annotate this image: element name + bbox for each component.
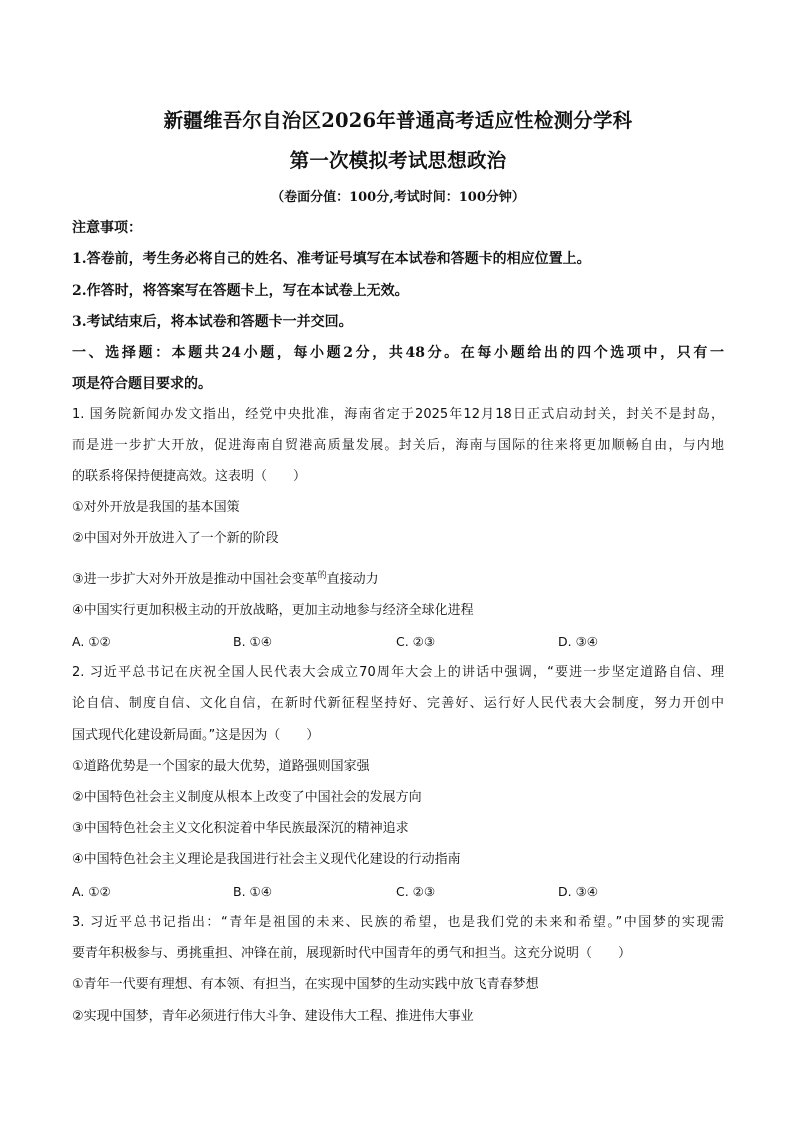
q1-statement-3-tail: 直接动力 (326, 572, 379, 587)
q2-option-c: C. ②③ (396, 884, 436, 899)
q1-statement-1: ①对外开放是我国的基本国策 (72, 500, 240, 515)
note-item-1: 1.答卷前，考生务必将自己的姓名、准考证号填写在本试卷和答题卡的相应位置上。 (72, 251, 591, 267)
q2-option-d: D. ③④ (558, 884, 598, 899)
q2-option-a: A. ①② (72, 884, 111, 899)
exam-title-line2: 第一次模拟考试思想政治 (289, 149, 507, 172)
q2-stem-line3: 国式现代化建设新局面。”这是因为（ ） (72, 728, 320, 743)
exam-title-line1: 新疆维吾尔自治区2026年普通高考适应性检测分学科 (163, 109, 633, 132)
q1-option-b: B. ①④ (233, 634, 272, 649)
q1-option-d: D. ③④ (558, 634, 598, 649)
q1-statement-3 (72, 567, 379, 589)
section-heading-line2: 项是符合题目要求的。 (72, 376, 212, 392)
q3-stem-line2: 要青年积极参与、勇挑重担、冲锋在前，展现新时代中国青年的勇气和担当。这充分说明（ ） (72, 946, 632, 961)
q2-statement-2: ②中国特色社会主义制度从根本上改变了中国社会的发展方向 (72, 790, 422, 805)
q3-stem-line1: 3. 习近平总书记指出：“青年是祖国的未来、民族的希望，也是我们党的未来和希望。”中国梦的实现需 (72, 915, 724, 930)
q1-option-a: A. ①② (72, 634, 111, 649)
section-heading-line1: 一、选择题：本题共24小题，每小题2分，共48分。在每小题给出的四个选项中，只有一 (72, 345, 724, 361)
note-item-3: 3.考试结束后，将本试卷和答题卡一并交回。 (72, 314, 353, 330)
q2-statement-4: ④中国特色社会主义理论是我国进行社会主义现代化建设的行动指南 (72, 852, 461, 867)
q2-option-b: B. ①④ (233, 884, 272, 899)
q1-statement-3-text: ③进一步扩大对外开放是推动中国社会变革 (72, 572, 318, 587)
q2-statement-1: ①道路优势是一个国家的最大优势，道路强则国家强 (72, 759, 370, 774)
q2-statement-3: ③中国特色社会主义文化积淀着中华民族最深沉的精神追求 (72, 821, 409, 836)
q2-stem-line1: 2. 习近平总书记在庆祝全国人民代表大会成立70周年大会上的讲话中强调，“要进一步坚定道路自信、理 (72, 665, 724, 680)
q1-stem-line3: 的联系将保持便捷高效。这表明（ ） (72, 469, 307, 484)
q2-stem-line2: 论自信、制度自信、文化自信，在新时代新征程坚持好、完善好、运行好人民代表大会制度，努力开创中 (72, 696, 724, 711)
q1-stem-line1: 1. 国务院新闻办发文指出，经党中央批准，海南省定于2025年12月18日正式启动封关，封关不是封岛， (72, 407, 724, 422)
q3-statement-1: ①青年一代要有理想、有本领、有担当，在实现中国梦的生动实践中放飞青春梦想 (72, 977, 539, 992)
q1-stem-line2: 而是进一步扩大开放，促进海南自贸港高质量发展。封关后，海南与国际的往来将更加顺畅自由，与内地 (72, 438, 724, 453)
exam-meta: （卷面分值：100分,考试时间：100分钟） (271, 190, 525, 205)
q1-statement-4: ④中国实行更加积极主动的开放战略，更加主动地参与经济全球化进程 (72, 603, 474, 618)
q1-statement-3-mark: 的 (317, 571, 327, 581)
q3-statement-2: ②实现中国梦，青年必须进行伟大斗争、建设伟大工程、推进伟大事业 (72, 1009, 474, 1024)
notes-heading: 注意事项： (72, 220, 142, 236)
q1-statement-2: ②中国对外开放进入了一个新的阶段 (72, 531, 279, 546)
note-item-2: 2.作答时，将答案写在答题卡上，写在本试卷上无效。 (72, 283, 409, 299)
q1-option-c: C. ②③ (396, 634, 436, 649)
